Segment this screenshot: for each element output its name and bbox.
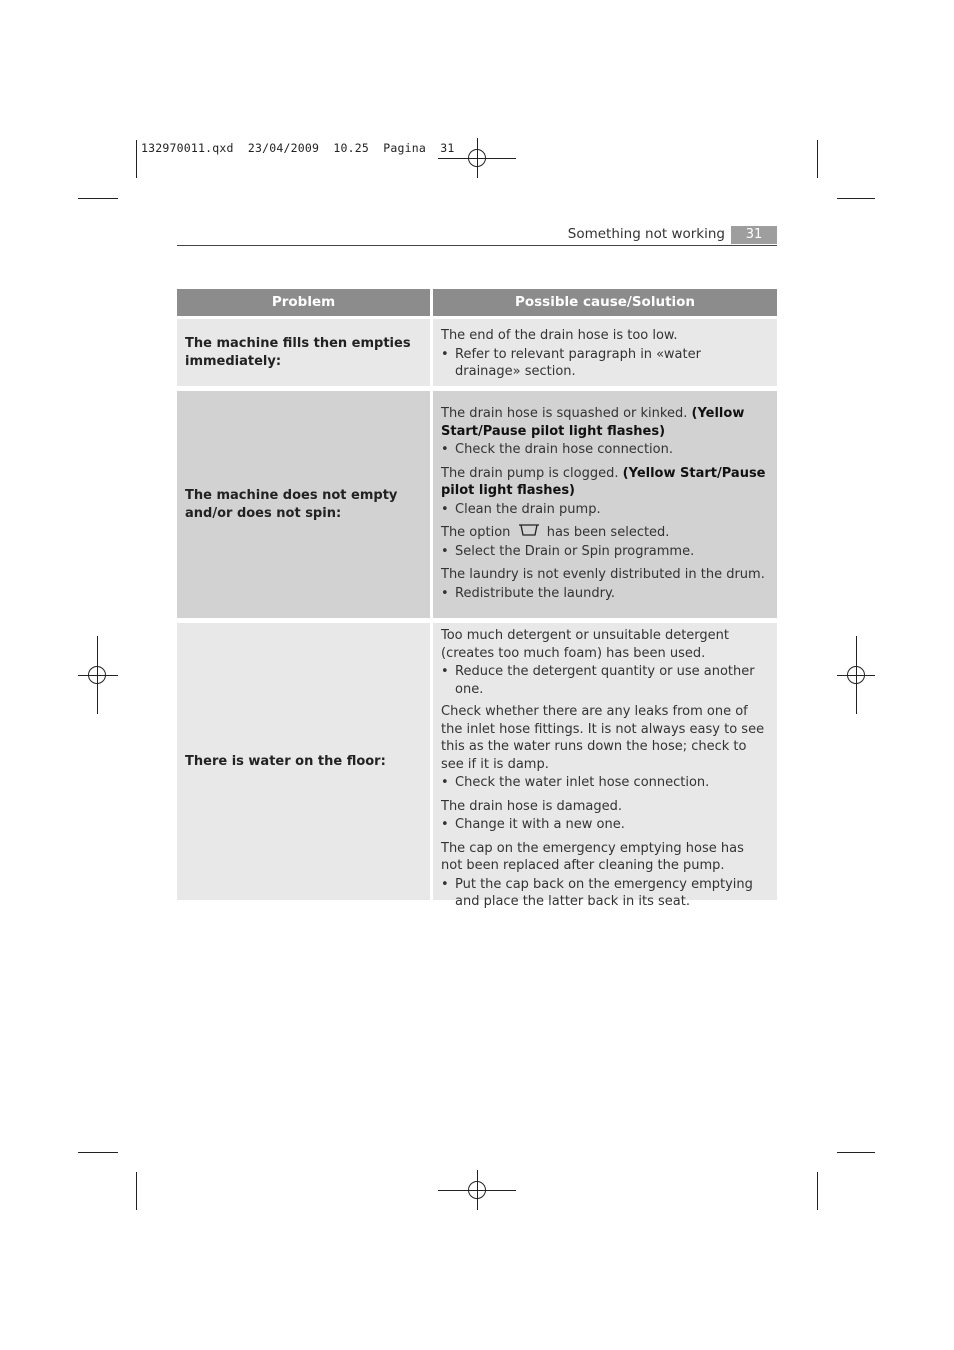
- solution-bullet: • Reduce the detergent quantity or use another one.: [441, 664, 755, 697]
- page-number: 31: [731, 226, 777, 244]
- registration-circle-icon: [847, 666, 865, 684]
- solution-bullet: • Check the water inlet hose connection.: [441, 775, 710, 790]
- crop-mark: [136, 1172, 137, 1210]
- troubleshooting-table: [177, 289, 777, 909]
- solution-bullet: • Redistribute the laundry.: [441, 585, 615, 601]
- cause-text: The option has been selected.: [441, 525, 670, 540]
- section-title: Something not working: [567, 226, 725, 242]
- crop-mark: [136, 140, 137, 178]
- problem-cell: The machine does not empty and/or does not spin:: [177, 391, 430, 618]
- registration-circle-icon: [468, 1181, 486, 1199]
- solution-bullet: • Select the Drain or Spin programme.: [441, 543, 695, 559]
- table-row: [177, 319, 777, 386]
- cause-text: The drain hose is damaged.: [441, 798, 622, 814]
- header-rule: [177, 245, 777, 246]
- cause-text: The end of the drain hose is too low.: [441, 328, 678, 343]
- crop-mark: [837, 1152, 875, 1153]
- table-row: [177, 391, 777, 618]
- problem-cell: The machine fills then empties immediately:: [177, 319, 430, 386]
- print-slug: 132970011.qxd 23/04/2009 10.25 Pagina 31: [141, 141, 455, 155]
- cause-text: The drain pump is clogged. (Yellow Start/Pause pilot light flashes): [441, 465, 766, 498]
- column-header-solution: Possible cause/Solution: [433, 289, 777, 316]
- solution-cell: [433, 623, 777, 909]
- cause-text: The laundry is not evenly distributed in the drum.: [441, 567, 765, 582]
- table-row: [177, 623, 777, 909]
- problem-cell: There is water on the floor:: [177, 623, 430, 900]
- crop-mark: [817, 1172, 818, 1210]
- registration-circle-icon: [468, 149, 486, 167]
- drain-tub-icon: [518, 523, 540, 537]
- cause-text: The drain hose is squashed or kinked. (Yellow Start/Pause pilot light flashes): [441, 406, 745, 439]
- cause-text: The cap on the emergency emptying hose has not been replaced after cleaning the pump.: [441, 840, 744, 873]
- registration-circle-icon: [88, 666, 106, 684]
- crop-mark: [837, 198, 875, 199]
- table-header-row: [177, 289, 777, 316]
- crop-mark: [78, 198, 118, 199]
- solution-bullet: • Refer to relevant paragraph in «water drainage» section.: [441, 346, 701, 379]
- solution-bullet: • Clean the drain pump.: [441, 501, 601, 517]
- solution-bullet: • Check the drain hose connection.: [441, 442, 673, 457]
- column-header-problem: Problem: [177, 289, 430, 316]
- cause-text: Too much detergent or unsuitable detergent (creates too much foam) has been used.: [441, 628, 730, 661]
- cause-text: Check whether there are any leaks from one of the inlet hose fittings. It is not always easy to see this as the water runs down the hose; check to see if it is damp.: [441, 704, 765, 772]
- solution-bullet: • Change it with a new one.: [441, 817, 625, 832]
- solution-cell: [433, 319, 777, 386]
- solution-cell: [433, 391, 777, 618]
- crop-mark: [817, 140, 818, 178]
- solution-bullet: • Put the cap back on the emergency emptying and place the latter back in its seat.: [441, 876, 753, 909]
- crop-mark: [78, 1152, 118, 1153]
